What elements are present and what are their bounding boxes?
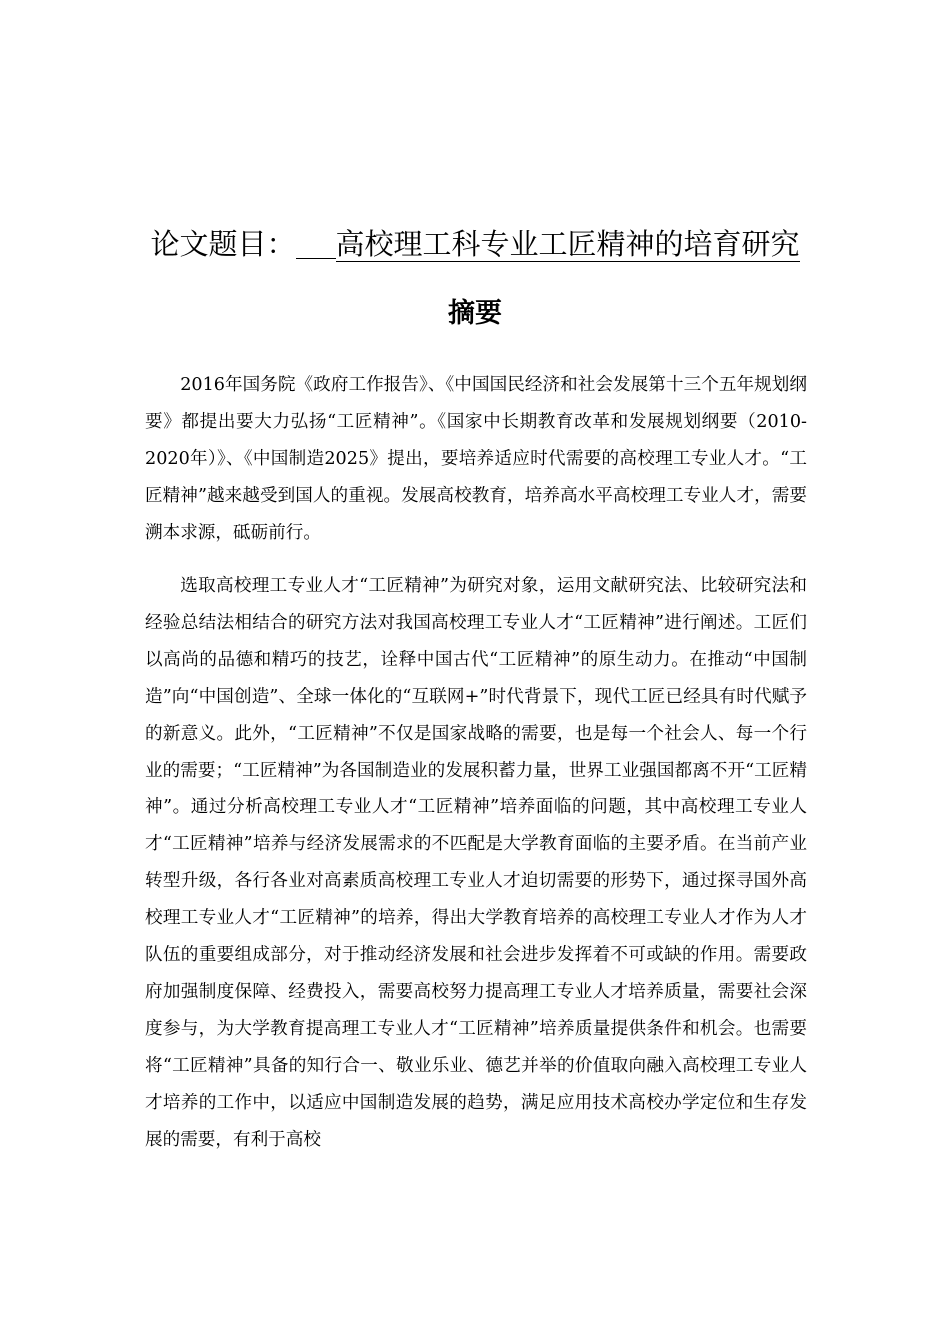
abstract-paragraph-2: 选取高校理工专业人才“工匠精神”为研究对象，运用文献研究法、比较研究法和经验总结法相结合的研究方法对我国高校理工专业人才“工匠精神”进行阐述。工匠们以高尚的品德和精巧的技艺，诠释中国古代“工匠精神”的原生动力。在推动“中国制造”向“中国创造”、全球一体化的“互联网+”时代背景下，现代工匠已经具有时代赋予的新意义。此外，“工匠精神”不仅是国家战略的需要，也是每一个社会人、每一个行业的需要；“工匠精神”为各国制造业的发展积蓄力量，世界工业强国都离不开“工匠精神”。通过分析高校理工专业人才“工匠精神”培养面临的问题，其中高校理工专业人才“工匠精神”培养与经济发展需求的不匹配是大学教育面临的主要矛盾。在当前产业转型升级，各行各业对高素质高校理工专业人才迫切需要的形势下，通过探寻国外高校理工专业人才“工匠精神”的培养，得出大学教育培养的高校理工专业人才作为人才队伍的重要组成部分，对于推动经济发展和社会进步发挥着不可或缺的作用。需要政府加强制度保障、经费投入，需要高校努力提高理工专业人才培养质量，需要社会深度参与，为大学教育提高理工专业人才“工匠精神”培养质量提供条件和机会。也需要将“工匠精神”具备的知行合一、敬业乐业、德艺并举的价值取向融入高校理工专业人才培养的工作中，以适应中国制造发展的趋势，满足应用技术高校办学定位和生存发展的需要，有利于高校 (145, 576, 807, 1150)
thesis-title-line (0, 226, 950, 262)
title-underline-blank (296, 228, 336, 259)
thesis-title-label: 论文题目： (150, 227, 296, 261)
thesis-title: 高校理工科专业工匠精神的培育研究 (335, 227, 800, 261)
abstract-heading: 摘要 (448, 298, 502, 329)
abstract-paragraph-1: 2016年国务院《政府工作报告》、《中国国民经济和社会发展第十三个五年规划纲要》都提出要大力弘扬“工匠精神”。《国家中长期教育改革和发展规划纲要（2010-2020年）》、《中国制造2025》提出，要培养适应时代需要的高校理工专业人才。“工匠精神”越来越受到国人的重视。发展高校教育，培养高水平高校理工专业人才，需要溯本求源，砥砺前行。 (145, 375, 807, 543)
